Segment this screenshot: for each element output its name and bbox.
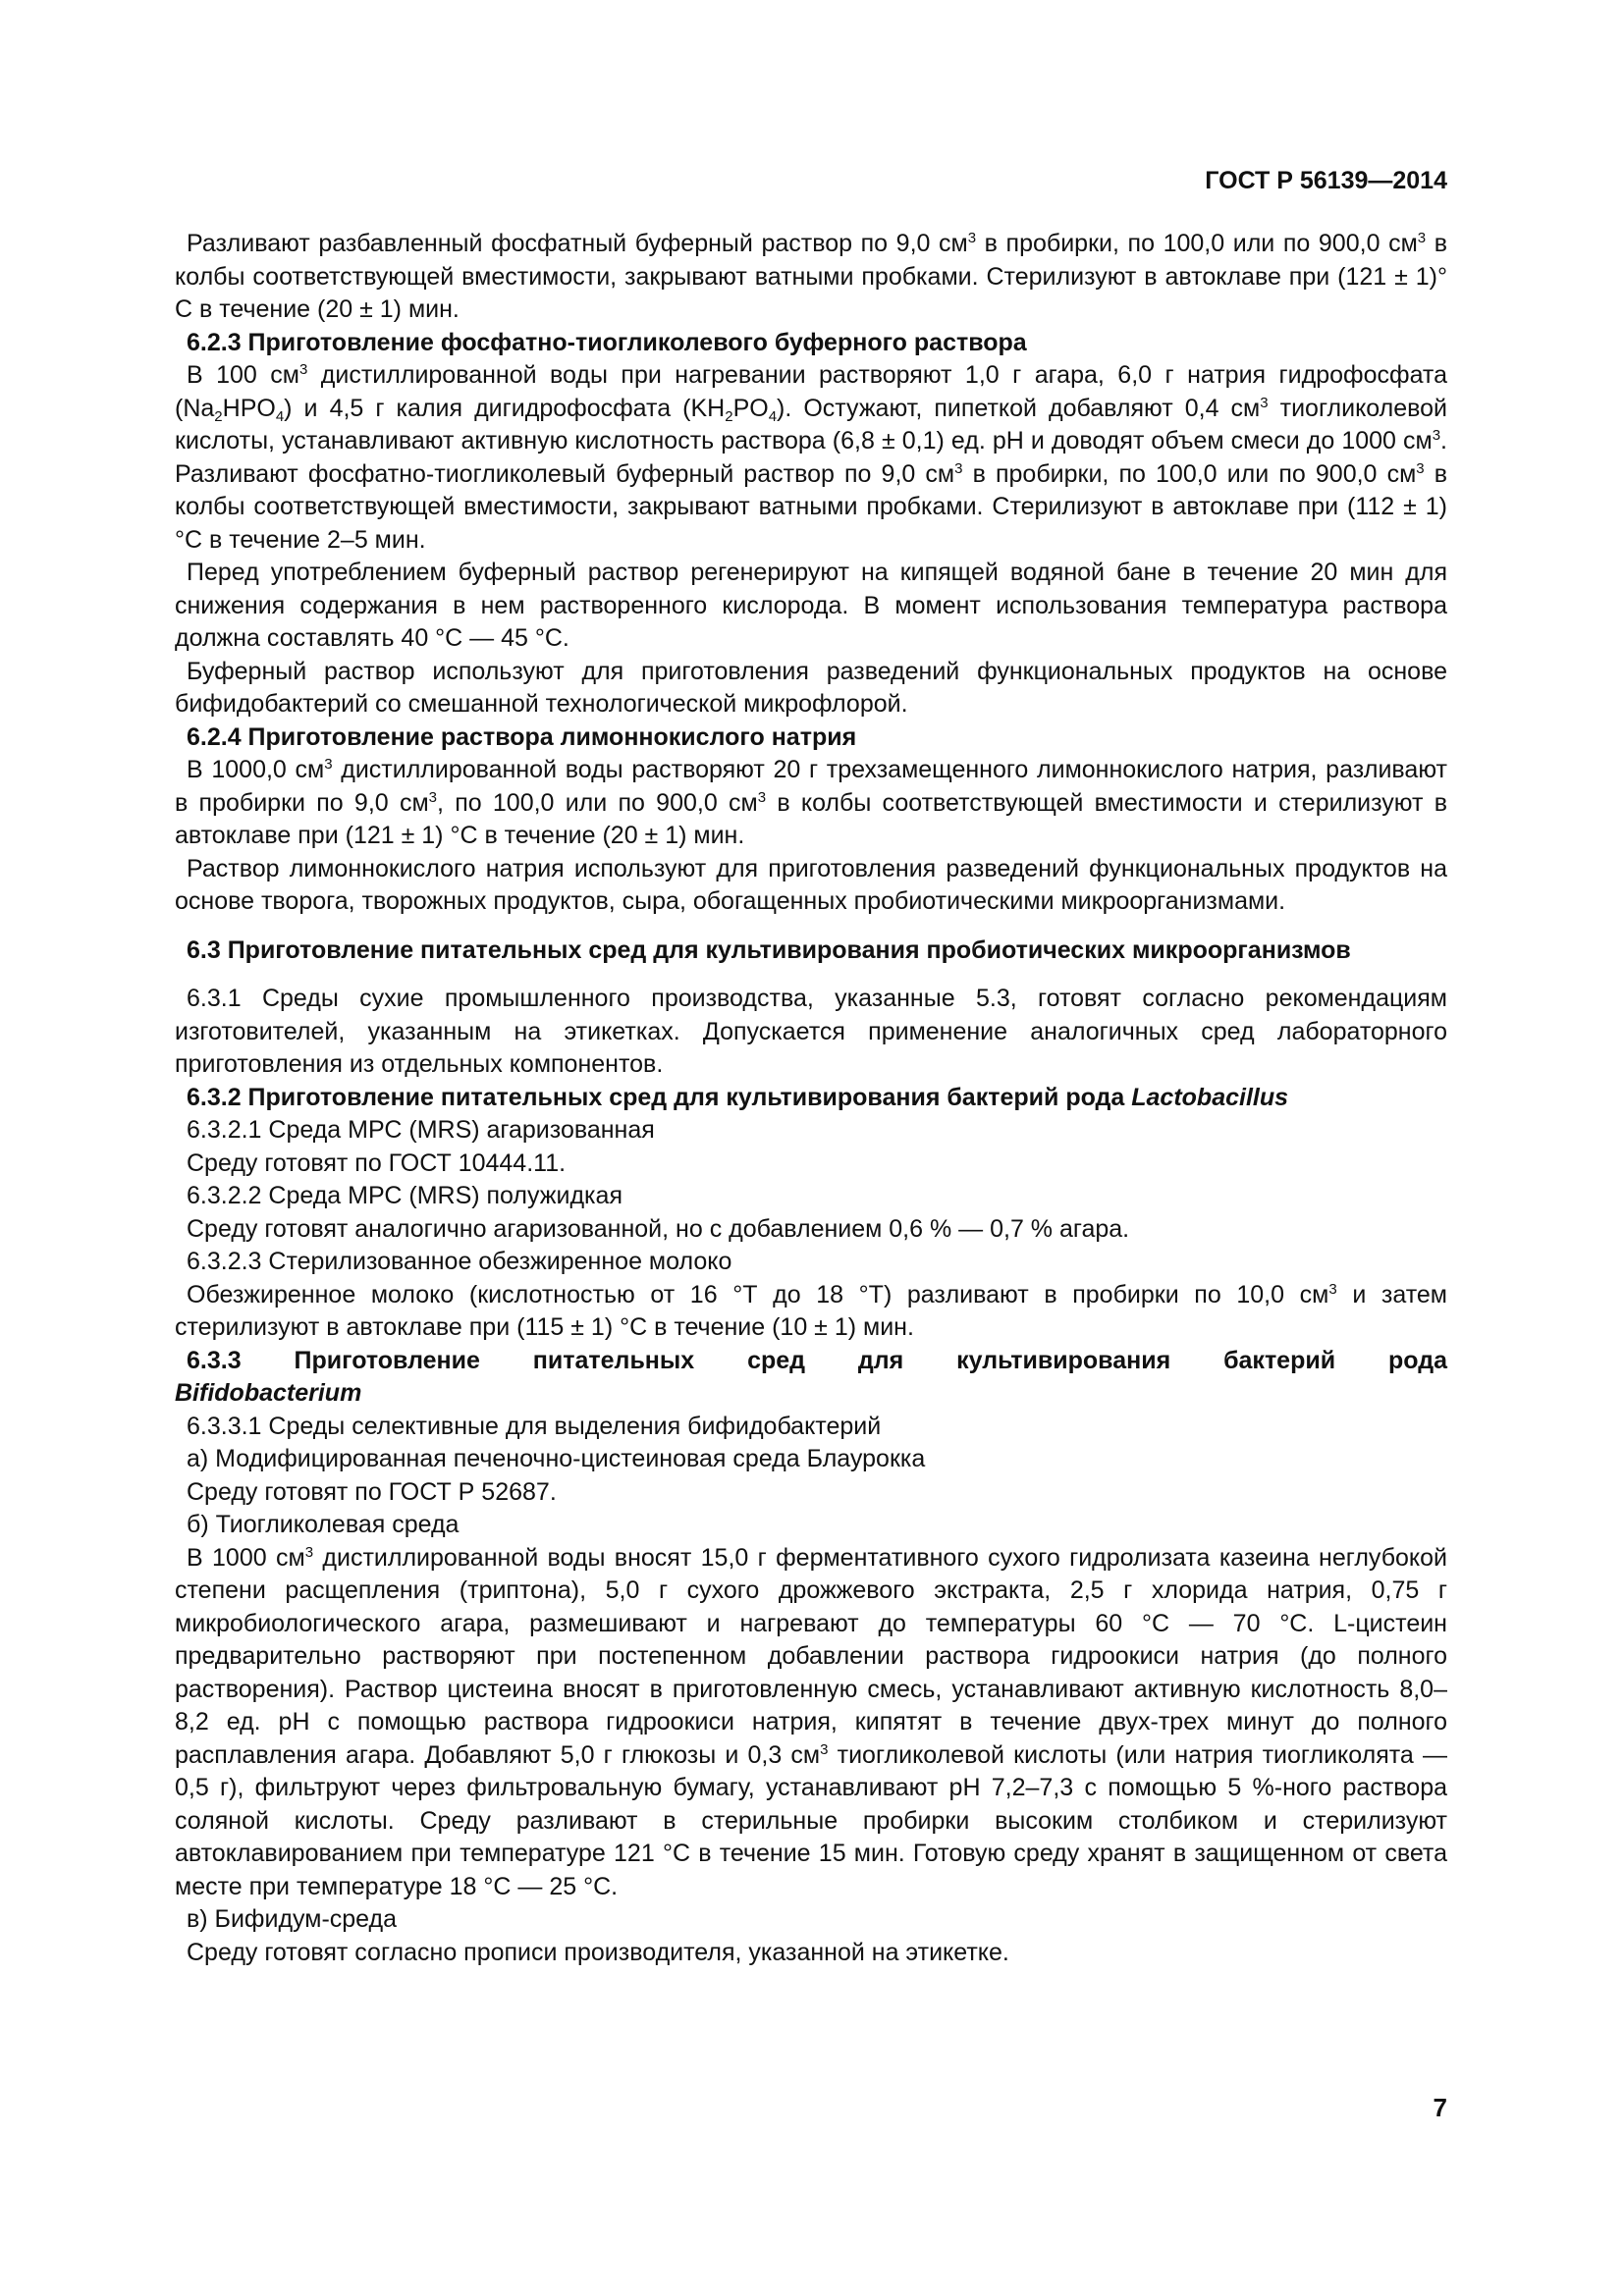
- paragraph: В 100 $см^3$ дистиллированной воды при нагревании растворяют 1,0 г агара, 6,0 г натрия гидрофосфата $(Na_2HPO_4)$ и 4,5 г калия дигидрофосфата $(KH_2PO_4)$. Остужают, пипеткой добавляют 0,4 $см^3$ тиогликолевой кислоты, устанавливают активную кислотность раствора (6,8 ± 0,1) ед. рН и доводят объем смеси до 1000 $см^3$. Разливают фосфатно-тиогликолевый буферный раствор по 9,0 $см^3$ в пробирки, по 100,0 или по 900,0 $см^3$ в колбы соответствующей вместимости, закрывают ватными пробками. Стерилизуют в автоклаве при (112 ± 1) °С в течение 2–5 мин.: [175, 361, 1448, 554]
- section-heading-6-2-3: 6.2.3 Приготовление фосфатно-тиогликолевого буферного раствора: [187, 328, 1027, 356]
- section-heading-6-3: 6.3 Приготовление питательных сред для культивирования пробиотических микроорганизмов: [187, 935, 1351, 964]
- paragraph: Среду готовят согласно прописи производителя, указанной на этикетке.: [187, 1938, 1009, 1966]
- paragraph: Среду готовят по ГОСТ 10444.11.: [187, 1148, 567, 1177]
- section-heading-6-3-2: 6.3.2 Приготовление питательных сред для культивирования бактерий рода Lactobacillus: [187, 1083, 1289, 1111]
- paragraph: 6.3.1 Среды сухие промышленного производства, указанные 5.3, готовят согласно рекомендациям изготовителей, указанным на этикетках. Допускается применение аналогичных сред лабораторного приготовления из отдельных компонентов.: [175, 985, 1447, 1078]
- paragraph: Буферный раствор используют для приготовления разведений функциональных продуктов на основе бифидобактерий со смешанной технологической микрофлорой.: [175, 657, 1447, 718]
- paragraph: В 1000 $см^3$ дистиллированной воды вносят 15,0 г ферментативного сухого гидролизата казеина неглубокой степени расщепления (триптона), 5,0 г сухого дрожжевого экстракта, 2,5 г хлорида натрия, 0,75 г микробиологического агара, размешивают и нагревают до температуры 60 °С — 70 °С. L-цистеин предварительно растворяют при постепенном добавлении раствора гидроокиси натрия (до полного растворения). Раствор цистеина вносят в приготовленную смесь, устанавливают активную кислотность 8,0–8,2 ед. рН с помощью раствора гидроокиси натрия, кипятят в течение двух-трех минут до полного расплавления агара. Добавляют 5,0 г глюкозы и 0,3 $см^3$ тиогликолевой кислоты (или натрия тиогликолята — 0,5 г), фильтруют через фильтровальную бумагу, устанавливают рН 7,2–7,3 с помощью 5 %-ного раствора соляной кислоты. Среду разливают в стерильные пробирки высоким столбиком и стерилизуют автоклавированием при температуре 121 °С в течение 15 мин. Готовую среду хранят в защищенном от света месте при температуре 18 °С — 25 °С.: [175, 1543, 1447, 1900]
- paragraph: а) Модифицированная печеночно-цистеиновая среда Блаурокка: [187, 1445, 926, 1472]
- page-number: 7: [1433, 2093, 1447, 2122]
- document-body: [175, 228, 1447, 1969]
- section-heading-6-2-4: 6.2.4 Приготовление раствора лимоннокислого натрия: [187, 722, 857, 751]
- paragraph: Обезжиренное молоко (кислотностью от 16 °Т до 18 °Т) разливают в пробирки по 10,0 $см^3$ и затем стерилизуют в автоклаве при (115 ± 1) °С в течение (10 ± 1) мин.: [175, 1280, 1447, 1341]
- paragraph: Среду готовят аналогично агаризованной, но с добавлением 0,6 % — 0,7 % агара.: [187, 1214, 1130, 1243]
- paragraph: в) Бифидум-среда: [187, 1905, 398, 1933]
- paragraph: Раствор лимоннокислого натрия используют для приготовления разведений функциональных продуктов на основе творога, творожных продуктов, сыра, обогащенных пробиотическими микроорганизмами.: [175, 854, 1447, 915]
- paragraph: Перед употреблением буферный раствор регенерируют на кипящей водяной бане в течение 20 мин для снижения содержания в нем растворенного кислорода. В момент использования температура раствора должна составлять 40 °С — 45 °С.: [175, 559, 1447, 652]
- paragraph: 6.3.2.2 Среда МРС (MRS) полужидкая: [187, 1182, 623, 1209]
- section-heading-6-3-3: 6.3.3 Приготовление питательных сред для культивирования бактерий рода: [187, 1346, 1447, 1374]
- paragraph: б) Тиогликолевая среда: [187, 1511, 460, 1538]
- section-heading-6-3-3-genus: Bifidobacterium: [175, 1379, 362, 1407]
- standard-header: ГОСТ Р 56139—2014: [1205, 167, 1447, 194]
- paragraph: Среду готовят по ГОСТ Р 52687.: [187, 1477, 557, 1506]
- paragraph: Разливают разбавленный фосфатный буферный раствор по 9,0 $см^3$ в пробирки, по 100,0 или по 900,0 $см^3$ в колбы соответствующей вместимости, закрывают ватными пробками. Стерилизуют в автоклаве при (121 ± 1)° С в течение (20 ± 1) мин.: [175, 230, 1447, 323]
- paragraph: 6.3.3.1 Среды селективные для выделения бифидобактерий: [187, 1412, 882, 1440]
- paragraph: 6.3.2.3 Стерилизованное обезжиренное молоко: [187, 1248, 732, 1275]
- paragraph: В 1000,0 $см^3$ дистиллированной воды растворяют 20 г трехзамещенного лимоннокислого натрия, разливают в пробирки по 9,0 $см^3$, по 100,0 или по 900,0 $см^3$ в колбы соответствующей вместимости и стерилизуют в автоклаве при (121 ± 1) °С в течение (20 ± 1) мин.: [175, 756, 1447, 849]
- paragraph: 6.3.2.1 Среда МРС (MRS) агаризованная: [187, 1116, 655, 1144]
